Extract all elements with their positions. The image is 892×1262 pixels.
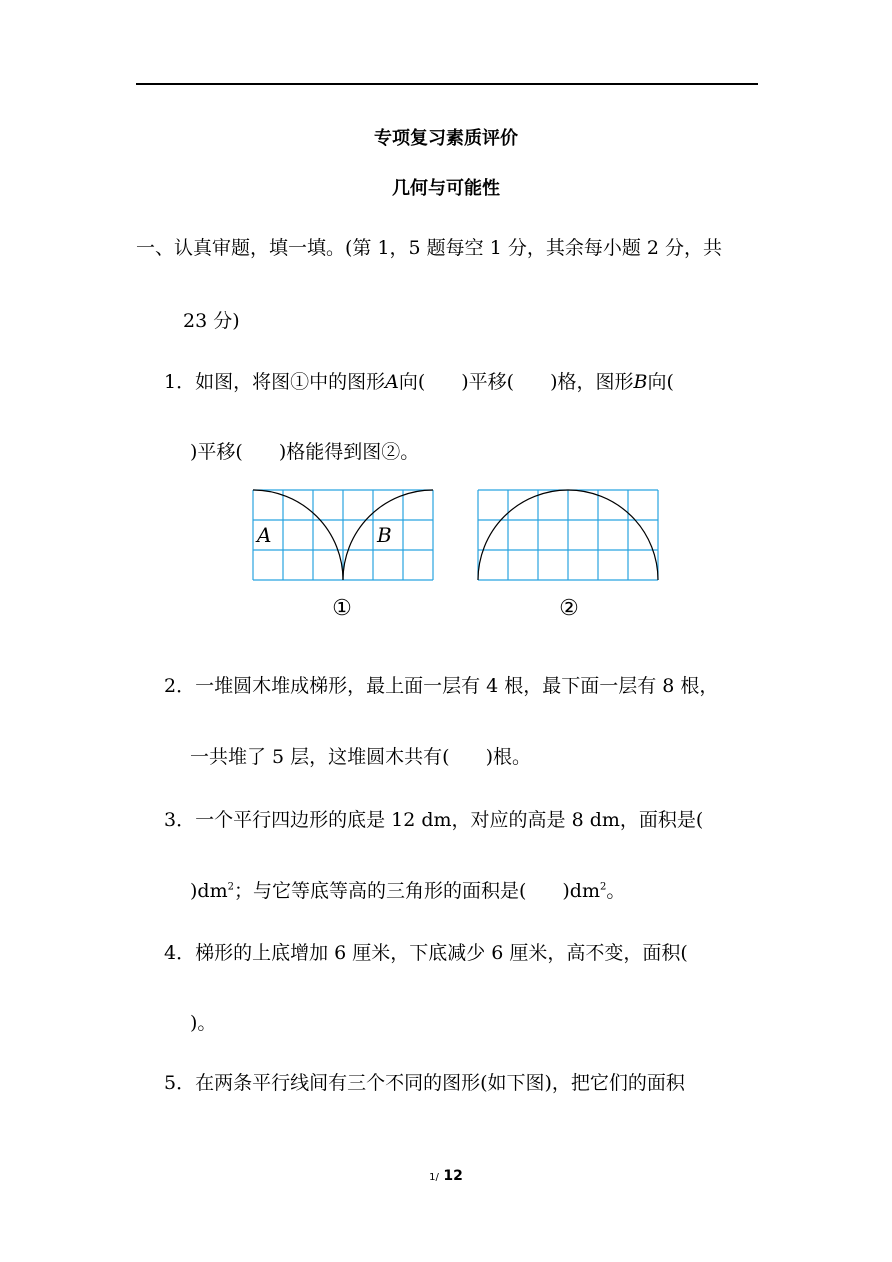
question-number: 3． [164, 809, 196, 831]
shape-a-label: A [257, 523, 272, 547]
page-footer [0, 1168, 892, 1184]
question-3-line-1: 3．一个平行四边形的底是 12 dm，对应的高是 8 dm，面积是( [164, 809, 704, 831]
figure-2-caption: ② [559, 596, 579, 621]
question-3-line-2: )$dm^2$；与它等底等高的三角形的面积是( )$dm^2$。 [190, 880, 626, 902]
page-title: 专项复习素质评价 [374, 128, 518, 149]
figure-2-grid [477, 488, 661, 583]
section-heading-cont: 23 分) [183, 310, 240, 332]
question-2-line-1: 2．一堆圆木堆成梯形，最上面一层有 4 根，最下面一层有 8 根， [164, 675, 719, 697]
page-total: 12 [443, 1168, 463, 1184]
question-number: 5． [164, 1072, 196, 1094]
section-heading: 一、认真审题，填一填。(第 1，5 题每空 1 分，其余每小题 2 分，共 [136, 237, 723, 259]
question-2-line-2: 一共堆了 5 层，这堆圆木共有( )根。 [190, 746, 532, 768]
grid-lines [253, 490, 433, 580]
question-4-line-1: 4．梯形的上底增加 6 厘米，下底减少 6 厘米，高不变，面积( [164, 942, 688, 964]
question-1-line-1: 1．如图，将图①中的图形A向( )平移( )格，图形B向( [164, 371, 674, 393]
question-number: 2． [164, 675, 196, 697]
page-subtitle: 几何与可能性 [392, 178, 500, 199]
figure-1-grid [252, 488, 436, 583]
grid-lines [478, 490, 658, 580]
shape-b-label: B [377, 523, 392, 547]
top-rule [136, 83, 758, 85]
question-4-line-2: )。 [190, 1012, 217, 1034]
question-number: 4． [164, 942, 196, 964]
page-number: 1/ [429, 1172, 439, 1183]
question-number: 1． [164, 371, 196, 393]
figure-1-caption: ① [332, 596, 352, 621]
question-5-line-1: 5．在两条平行线间有三个不同的图形(如下图)，把它们的面积 [164, 1072, 685, 1094]
question-1-line-2: )平移( )格能得到图②。 [190, 441, 420, 463]
